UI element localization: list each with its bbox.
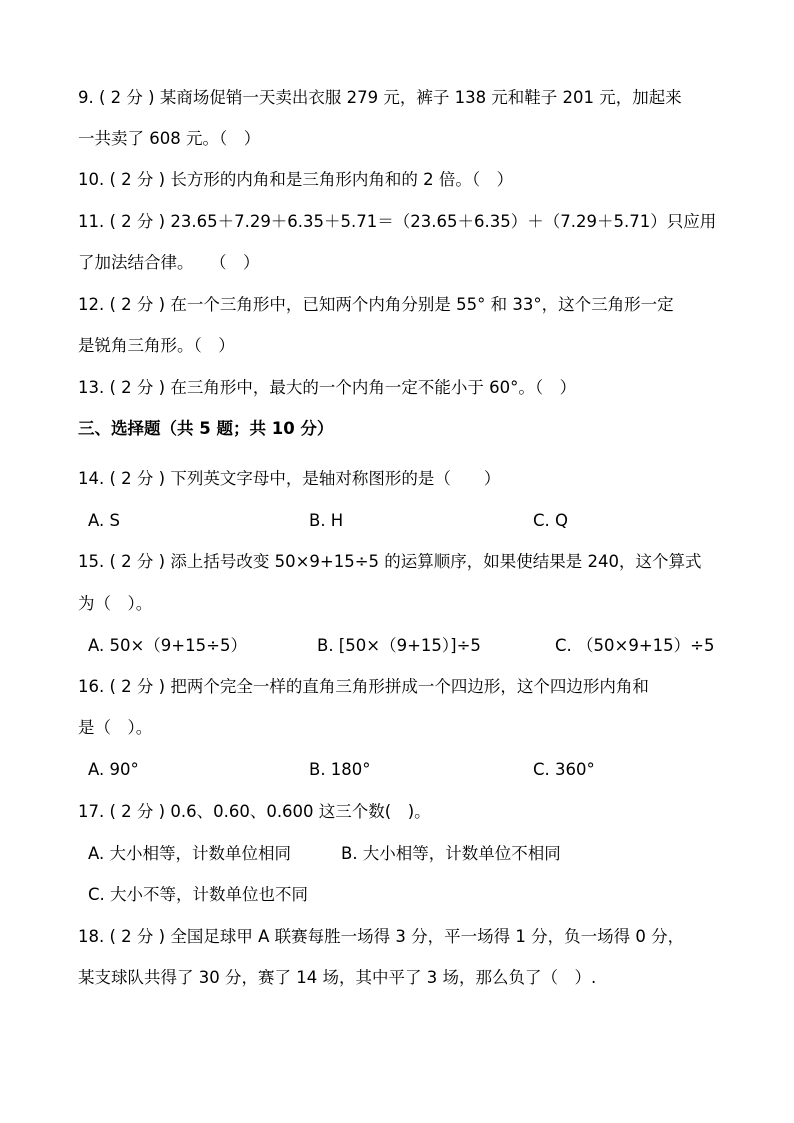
question-17-option-c: C. 大小不等，计数单位也不同 (88, 885, 309, 904)
question-16-line-1: 16. ( 2 分 ) 把两个完全一样的直角三角形拼成一个四边形，这个四边形内角和 (78, 677, 649, 696)
question-17-option-a: A. 大小相等，计数单位相同 (88, 844, 291, 863)
question-15-option-b: B. [50×（9+15）]÷5 (317, 636, 481, 655)
question-14-option-c: C. Q (533, 511, 568, 530)
question-18-line-2: 某支球队共得了 30 分，赛了 14 场，其中平了 3 场，那么负了（ ）. (78, 968, 597, 987)
question-14-option-a: A. S (88, 511, 120, 530)
question-15-line-2: 为（ ）。 (78, 594, 153, 613)
question-15-line-1: 15. ( 2 分 ) 添上括号改变 50×9+15÷5 的运算顺序，如果使结果是 240，这个算式 (78, 552, 702, 571)
question-12-line-1: 12. ( 2 分 ) 在一个三角形中，已知两个内角分别是 55° 和 33°，这个三角形一定 (78, 295, 674, 314)
question-14-option-b: B. H (309, 511, 344, 530)
question-12-line-2: 是锐角三角形。（ ） (78, 336, 235, 355)
question-11-line-2: 了加法结合律。 （ ） (78, 253, 260, 272)
question-18-line-1: 18. ( 2 分 ) 全国足球甲 A 联赛每胜一场得 3 分，平一场得 1 分，负一场得 0 分， (78, 927, 685, 946)
question-17-option-b: B. 大小相等，计数单位不相同 (341, 844, 561, 863)
question-15-option-a: A. 50×（9+15÷5） (88, 636, 247, 655)
question-11-line-1: 11. ( 2 分 ) 23.65＋7.29＋6.35＋5.71＝（23.65＋6.35）＋（7.29＋5.71）只应用 (78, 212, 717, 231)
question-16-option-c: C. 360° (533, 760, 595, 779)
question-9-line-2: 一共卖了 608 元。（ ） (78, 129, 261, 148)
question-17: 17. ( 2 分 ) 0.6、0.60、0.600 这三个数( )。 (78, 802, 431, 821)
question-13: 13. ( 2 分 ) 在三角形中，最大的一个内角一定不能小于 60°。（ ） (78, 378, 577, 397)
question-16-option-b: B. 180° (309, 760, 371, 779)
question-15-option-c: C. （50×9+15）÷5 (555, 636, 715, 655)
question-16-line-2: 是（ ）。 (78, 718, 153, 737)
question-16-option-a: A. 90° (88, 760, 139, 779)
section-3-heading: 三、选择题（共 5 题；共 10 分） (78, 419, 334, 438)
question-14: 14. ( 2 分 ) 下列英文字母中，是轴对称图形的是（ ） (78, 469, 501, 488)
question-10: 10. ( 2 分 ) 长方形的内角和是三角形内角和的 2 倍。（ ） (78, 170, 514, 189)
question-9-line-1: 9. ( 2 分 ) 某商场促销一天卖出衣服 279 元，裤子 138 元和鞋子 201 元，加起来 (78, 88, 682, 107)
